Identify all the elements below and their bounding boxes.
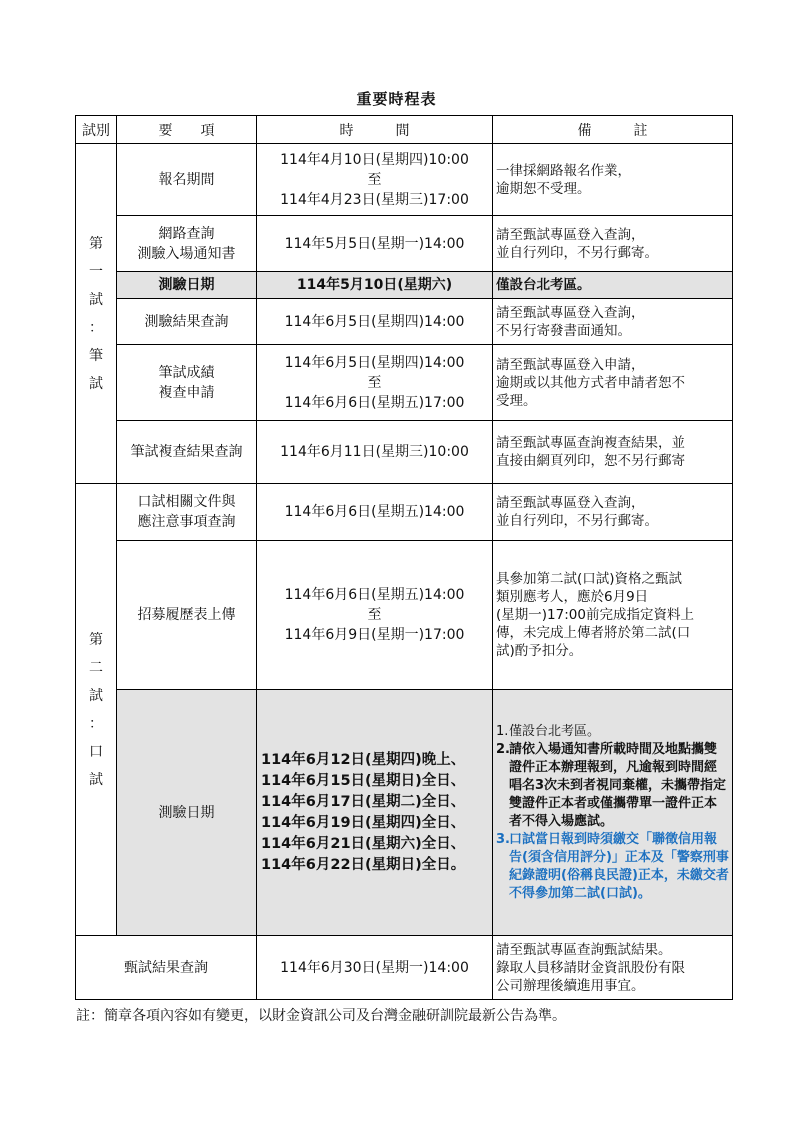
stage-char: 第 [89,235,103,252]
note-cell [493,345,733,421]
note-list-number: 3. [496,831,510,847]
note-text: 請至甄試專區登入查詢， [496,226,645,243]
item-text: 報名期間 [158,171,215,188]
table-row [76,299,733,345]
time-cell [257,936,493,1000]
stage-char: 試 [89,687,103,704]
note-list-number: 2. [496,741,510,757]
table-row [76,216,733,272]
time-text: 114年6月21日(星期六)全日、 [261,835,466,852]
stage-char: 第 [89,631,103,648]
time-cell [257,541,493,690]
item-text: 測驗入場通知書 [137,245,236,262]
item-text: 筆試成績 [158,364,215,381]
time-text: 至 [367,607,382,623]
header-row [76,116,733,144]
time-text: 114年6月11日(星期三)10:00 [280,444,469,460]
item-cell [117,144,257,216]
note-text: 請至甄試專區查詢甄試結果。 [496,941,672,958]
stage-char: 試 [89,291,103,308]
note-text: 請至甄試專區登入查詢， [496,495,645,511]
time-text: 114年6月6日(星期五)14:00 [284,504,465,520]
item-cell [117,216,257,272]
stage-char: 試 [89,375,103,392]
time-cell [257,690,493,936]
time-text: 114年6月30日(星期一)14:00 [280,959,469,976]
item-cell [117,541,257,690]
note-text: 請至甄試專區查詢複查結果，並 [496,435,685,451]
stage-char: 試 [89,771,103,788]
table-row-highlight [76,690,733,936]
time-text: 114年6月5日(星期四)14:00 [284,354,465,371]
time-text: 114年6月5日(星期四)14:00 [284,313,465,330]
note-list-item [496,723,729,741]
note-text: 錄取人員移請財金資訊股份有限 [496,959,685,976]
item-text: 複查申請 [158,384,215,401]
note-text: 並自行列印，不另行郵寄。 [496,244,658,261]
time-text: 至 [367,374,382,391]
time-text: 至 [367,171,382,188]
note-list-number: 1. [496,723,509,739]
stage2-label [76,484,117,936]
time-text: 114年5月5日(星期一)14:00 [284,235,465,252]
table-row [76,421,733,484]
note-text: 請至甄試專區登入查詢， [496,304,645,321]
note-text: 傳，未完成上傳者將於第二試(口 [496,625,691,641]
table-row [76,541,733,690]
item-text: 口試相關文件與 [137,494,236,510]
header-stage: 試別 [76,116,117,144]
note-text: (星期一)17:00前完成指定資料上 [496,607,694,623]
item-text: 招募履歷表上傳 [137,607,236,623]
header-time: 時 間 [257,116,493,144]
time-text: 114年6月9日(星期一)17:00 [284,627,465,643]
time-cell [257,299,493,345]
item-cell [117,484,257,541]
stage1-label [76,144,117,484]
time-cell [257,216,493,272]
note-list-item [496,741,729,831]
note-cell [493,541,733,690]
note-list-item [496,831,729,903]
note-cell [493,216,733,272]
time-text: 114年4月10日(星期四)10:00 [280,151,469,168]
note-cell [493,690,733,936]
item-text: 筆試複查結果查詢 [130,444,243,460]
item-cell [76,936,257,1000]
time-text: 114年6月6日(星期五)14:00 [284,587,465,603]
note-text: 逾期恕不受理。 [496,180,591,197]
table-row [76,144,733,216]
note-list-text: 口試當日報到時須繳交「聯徵信用報告(須含信用評分)」正本及「警察刑事紀錄證明(俗稱良民證)正本，未繳交者不得參加第二試(口試)。 [509,831,729,901]
stage-char: ： [89,319,103,336]
note-text: 直接由網頁列印，恕不另行郵寄 [496,453,685,469]
item-cell [117,345,257,421]
stage-char: 二 [89,659,103,676]
page-title: 重要時程表 [356,90,437,108]
header-item: 要 項 [117,116,257,144]
stage-char: ： [89,715,103,732]
time-cell [257,272,493,299]
stage-char: 口 [89,743,103,760]
time-text: 114年6月6日(星期五)17:00 [284,394,465,411]
schedule-table [75,115,733,1000]
note-text: 一律採網路報名作業， [496,162,631,179]
note-cell [493,421,733,484]
time-cell [257,421,493,484]
item-cell [117,272,257,299]
note-cell [493,272,733,299]
note-text: 公司辦理後續進用事宜。 [496,977,645,994]
time-text: 114年5月10日(星期六) [296,277,453,293]
note-text: 具參加第二試(口試)資格之甄試 [496,571,683,587]
item-text: 應注意事項查詢 [137,514,236,530]
time-cell [257,484,493,541]
note-text: 請至甄試專區登入申請， [496,356,645,373]
table-row [76,936,733,1000]
note-cell [493,144,733,216]
note-text: 並自行列印，不另行郵寄。 [496,513,658,529]
table-row [76,345,733,421]
time-text: 114年6月15日(星期日)全日、 [261,772,466,789]
item-text: 網路查詢 [158,225,215,242]
note-list-text: 請依入場通知書所載時間及地點攜雙證件正本辦理報到，凡逾報到時間經唱名3次未到者視同棄權，未攜帶指定雙證件正本者或僅攜帶單一證件正本者不得入場應試。 [509,741,727,829]
note-text: 不另行寄發書面通知。 [496,322,631,339]
table-row-highlight [76,272,733,299]
time-text: 114年6月19日(星期四)全日、 [261,814,466,831]
stage-char: 筆 [89,347,103,364]
note-cell [493,299,733,345]
time-cell [257,345,493,421]
footnote: 註：簡章各項內容如有變更，以財金資訊公司及台灣金融研訓院最新公告為準。 [76,1008,566,1024]
time-text: 114年6月12日(星期四)晚上、 [261,751,466,768]
time-cell [257,144,493,216]
note-cell [493,484,733,541]
note-cell [493,936,733,1000]
header-note: 備 註 [493,116,733,144]
time-text: 114年6月22日(星期日)全日。 [261,856,466,873]
item-cell [117,421,257,484]
item-text: 測驗結果查詢 [144,313,229,330]
note-text: 試)酌予扣分。 [496,643,583,659]
time-text: 114年6月17日(星期二)全日、 [261,793,466,810]
note-text: 逾期或以其他方式者申請者恕不 [496,374,685,391]
note-text: 受理。 [496,392,537,409]
note-text: 類別應考人，應於6月9日 [496,589,649,605]
item-text: 測驗日期 [158,804,215,821]
table-row [76,484,733,541]
item-text: 甄試結果查詢 [124,959,208,976]
item-cell [117,299,257,345]
time-text: 114年4月23日(星期三)17:00 [280,191,469,208]
item-text: 測驗日期 [158,277,215,293]
note-text: 僅設台北考區。 [496,277,591,293]
item-cell [117,690,257,936]
note-list-text: 僅設台北考區。 [509,723,601,739]
stage-char: 一 [89,263,103,280]
